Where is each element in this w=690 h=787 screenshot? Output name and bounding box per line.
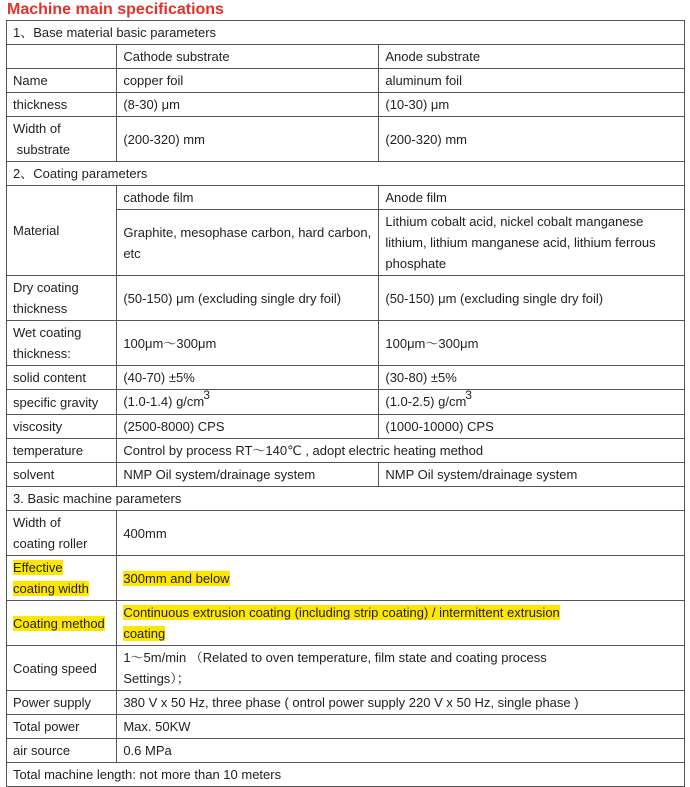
coating-speed-label: Coating speed	[7, 646, 117, 691]
total-power-label: Total power	[7, 715, 117, 739]
table-row	[7, 739, 685, 763]
table-row	[7, 45, 685, 69]
table-row	[7, 463, 685, 487]
table-row	[7, 439, 685, 463]
solid-content-label: solid content	[7, 366, 117, 390]
material-cathode: Graphite, mesophase carbon, hard carbon, etc	[117, 210, 379, 276]
machine-length: Total machine length: not more than 10 meters	[7, 763, 685, 787]
section-heading-row	[7, 162, 685, 186]
cathode-value: (8-30) μm	[117, 93, 379, 117]
specific-gravity-anode: (1.0-2.5) g/cm3	[379, 390, 685, 415]
anode-value: (10-30) μm	[379, 93, 685, 117]
viscosity-label: viscosity	[7, 415, 117, 439]
specific-gravity-label: specific gravity	[7, 390, 117, 415]
wet-coating-cathode: 100μm～300μm	[117, 321, 379, 366]
power-supply-value: 380 V x 50 Hz, three phase ( ontrol power supply 220 V x 50 Hz, single phase )	[117, 691, 685, 715]
table-row	[7, 276, 685, 321]
viscosity-cathode: (2500-8000) CPS	[117, 415, 379, 439]
table-row	[7, 601, 685, 646]
table-row	[7, 415, 685, 439]
effective-width-value: 300mm and below	[117, 556, 685, 601]
section3-heading: 3. Basic machine parameters	[7, 487, 685, 511]
roller-width-label: Width of coating roller	[7, 511, 117, 556]
solvent-label: solvent	[7, 463, 117, 487]
section1-heading: 1、Base material basic parameters	[7, 21, 685, 45]
air-source-value: 0.6 MPa	[117, 739, 685, 763]
page-title: Machine main specifications	[7, 1, 224, 18]
temperature-label: temperature	[7, 439, 117, 463]
solvent-anode: NMP Oil system/drainage system	[379, 463, 685, 487]
section2-heading: 2、Coating parameters	[7, 162, 685, 186]
anode-film-header: Anode film	[379, 186, 685, 210]
cathode-value: (200-320) mm	[117, 117, 379, 162]
temperature-value: Control by process RT～140℃ , adopt electric heating method	[117, 439, 685, 463]
anode-value: aluminum foil	[379, 69, 685, 93]
roller-width-value: 400mm	[117, 511, 685, 556]
table-row	[7, 691, 685, 715]
specific-gravity-cathode: (1.0-1.4) g/cm3	[117, 390, 379, 415]
viscosity-anode: (1000-10000) CPS	[379, 415, 685, 439]
total-power-value: Max. 50KW	[117, 715, 685, 739]
table-row	[7, 646, 685, 691]
dry-coating-cathode: (50-150) μm (excluding single dry foil)	[117, 276, 379, 321]
spec-table	[6, 20, 685, 787]
anode-substrate-header: Anode substrate	[379, 45, 685, 69]
table-row	[7, 117, 685, 162]
dry-coating-anode: (50-150) μm (excluding single dry foil)	[379, 276, 685, 321]
table-row	[7, 556, 685, 601]
row-label: thickness	[7, 93, 117, 117]
table-row	[7, 186, 685, 210]
table-row	[7, 321, 685, 366]
table-row	[7, 390, 685, 415]
dry-coating-label: Dry coating thickness	[7, 276, 117, 321]
air-source-label: air source	[7, 739, 117, 763]
solvent-cathode: NMP Oil system/drainage system	[117, 463, 379, 487]
coating-method-value: Continuous extrusion coating (including strip coating) / intermittent extrusion coating	[117, 601, 685, 646]
table-row	[7, 366, 685, 390]
cathode-value: copper foil	[117, 69, 379, 93]
table-row	[7, 763, 685, 787]
anode-value: (200-320) mm	[379, 117, 685, 162]
row-label: Width of substrate	[7, 117, 117, 162]
material-label: Material	[7, 186, 117, 276]
cathode-substrate-header: Cathode substrate	[117, 45, 379, 69]
coating-speed-value: 1～5m/min （Related to oven temperature, film state and coating process Settings）；	[117, 646, 685, 691]
row-label: Name	[7, 69, 117, 93]
section-heading-row	[7, 487, 685, 511]
wet-coating-anode: 100μm～300μm	[379, 321, 685, 366]
table-row	[7, 93, 685, 117]
table-row	[7, 511, 685, 556]
power-supply-label: Power supply	[7, 691, 117, 715]
empty-cell	[7, 45, 117, 69]
coating-method-label: Coating method	[7, 601, 117, 646]
solid-content-cathode: (40-70) ±5%	[117, 366, 379, 390]
material-anode: Lithium cobalt acid, nickel cobalt manganese lithium, lithium manganese acid, lithium ferrous phosphate	[379, 210, 685, 276]
table-row	[7, 715, 685, 739]
section-heading-row	[7, 21, 685, 45]
effective-width-label: Effective coating width	[7, 556, 117, 601]
wet-coating-label: Wet coating thickness:	[7, 321, 117, 366]
cathode-film-header: cathode film	[117, 186, 379, 210]
table-row	[7, 69, 685, 93]
solid-content-anode: (30-80) ±5%	[379, 366, 685, 390]
